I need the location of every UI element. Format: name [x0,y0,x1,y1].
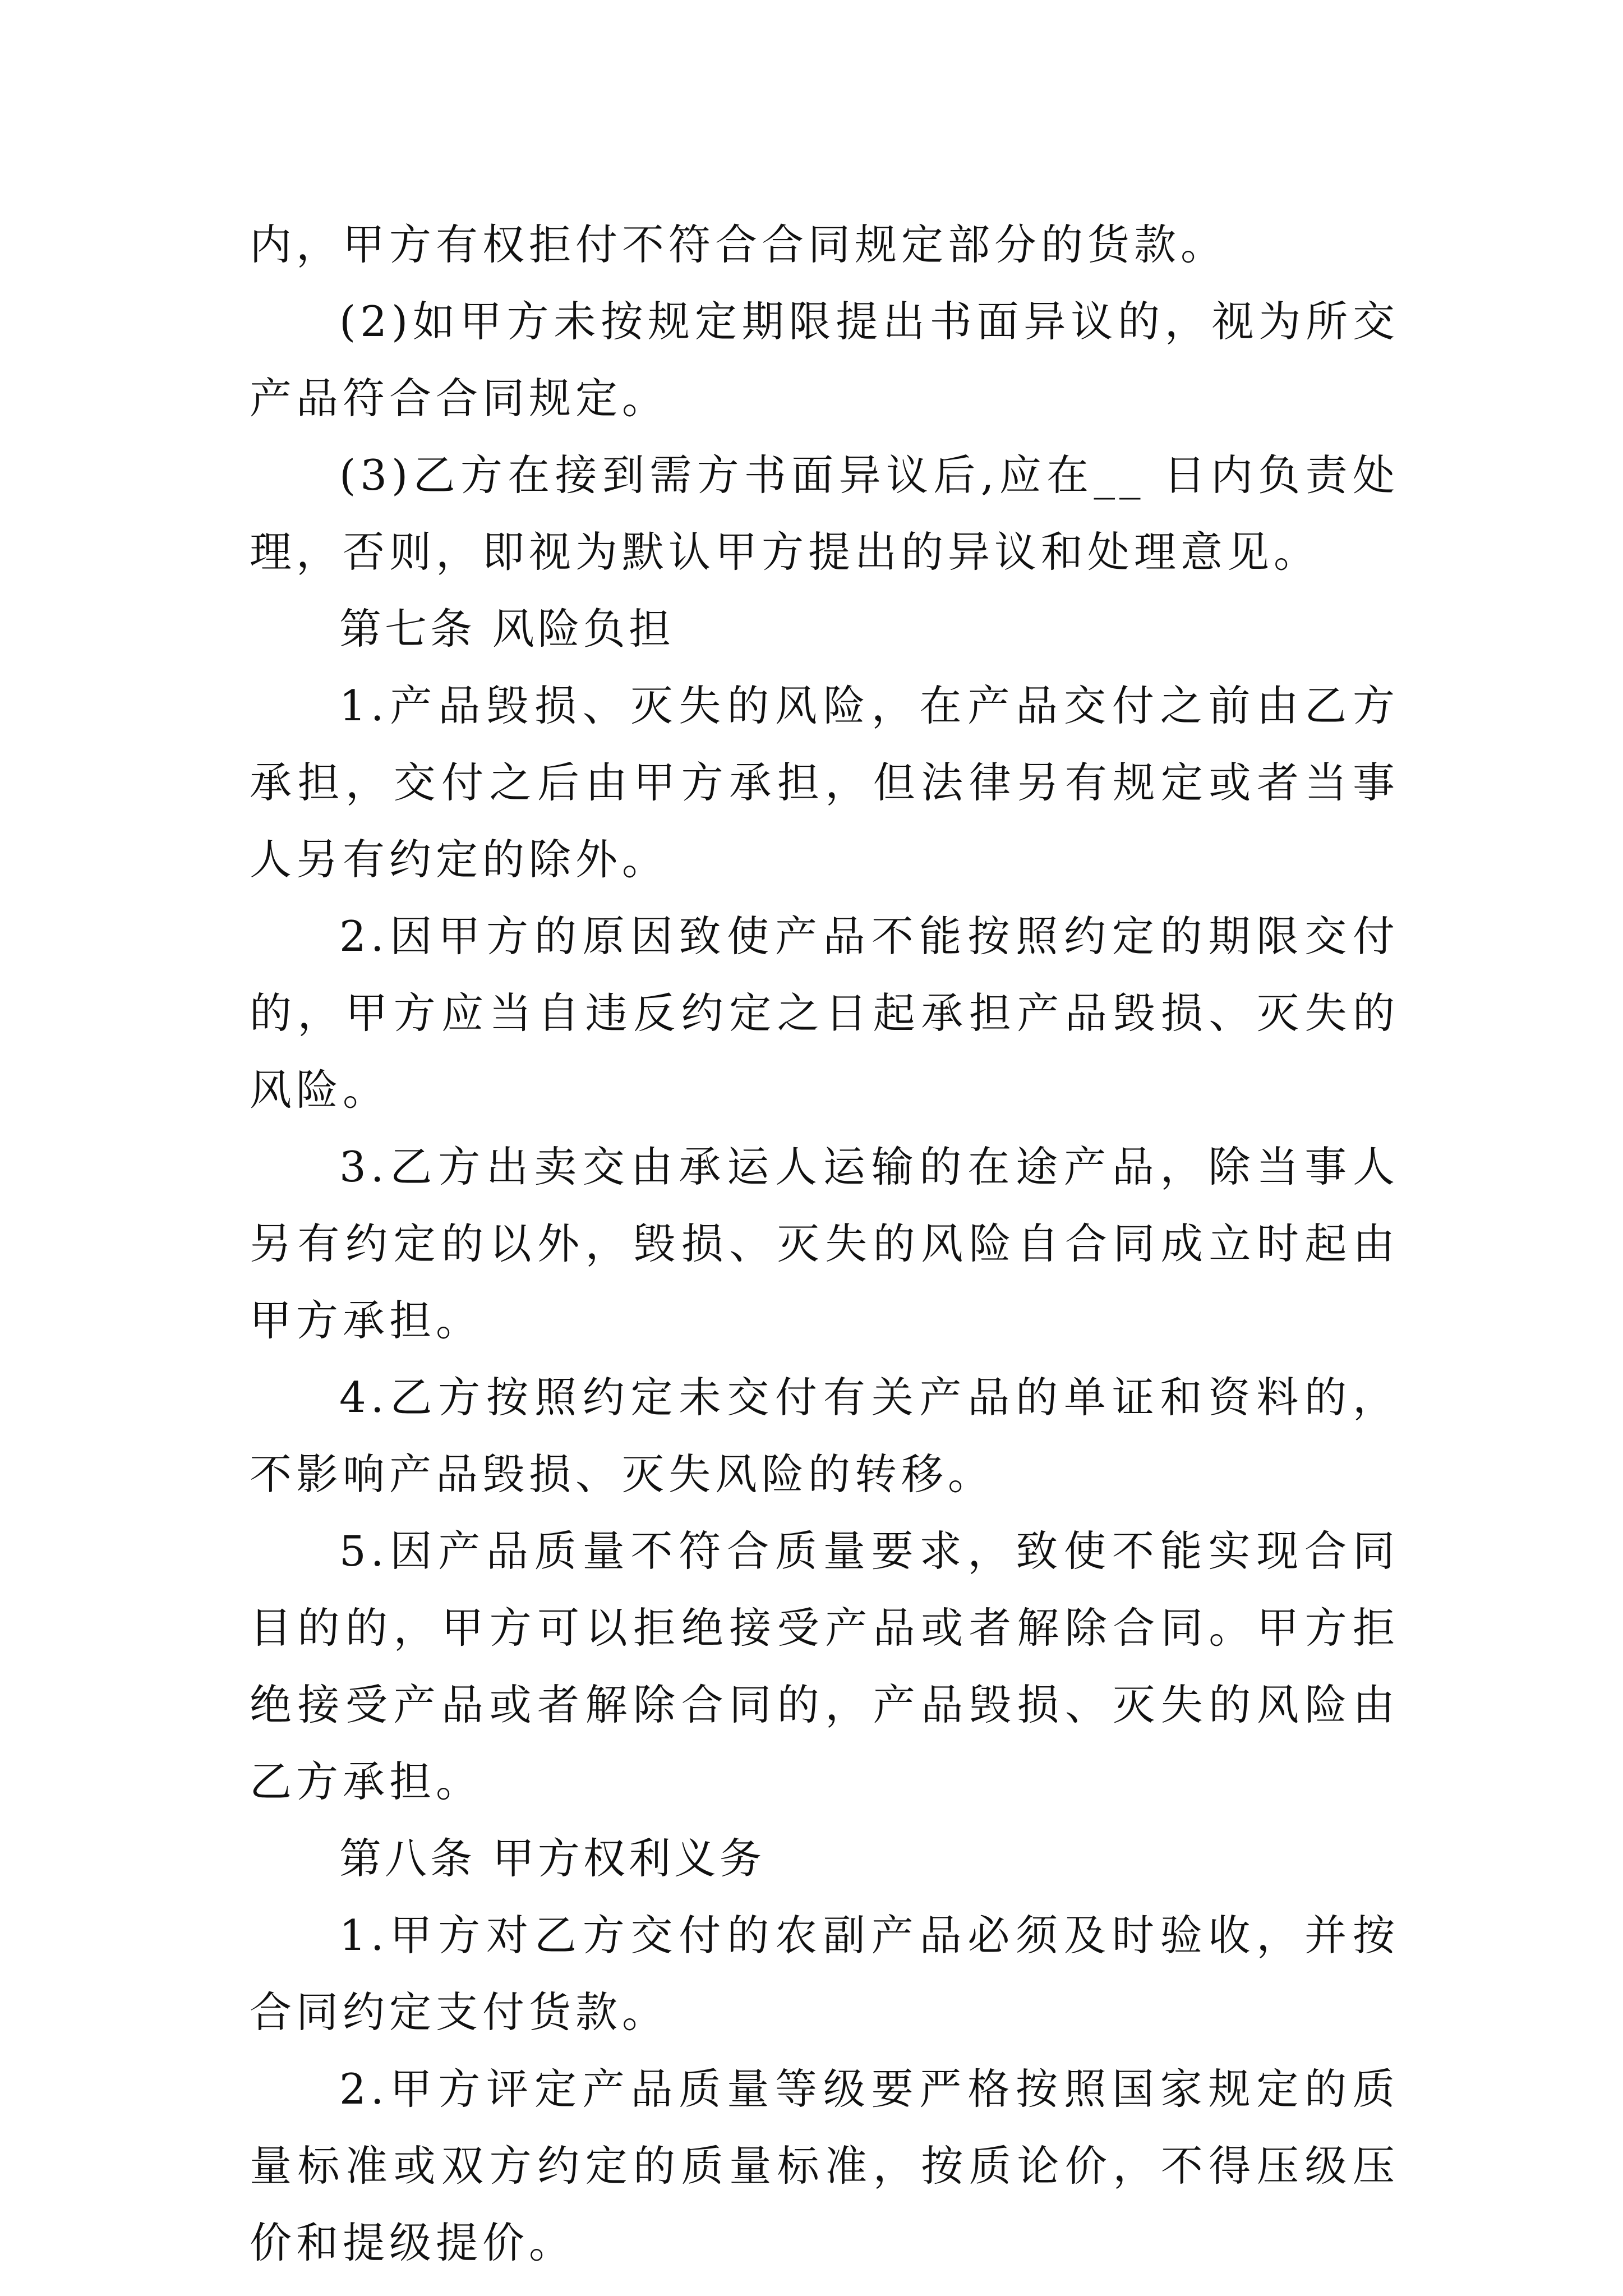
paragraph-continuation: 内，甲方有权拒付不符合合同规定部分的货款。 [250,220,1228,269]
paragraph-party-a-1: 1.甲方对乙方交付的农副产品必须及时验收，并按合同约定支付货款。 [250,1911,1399,2037]
paragraph-risk-3: 3.乙方出卖交由承运人运输的在途产品，除当事人另有约定的以外，毁损、灭失的风险自合同成立时起由甲方承担。 [250,1142,1399,1345]
document-body [250,206,1399,2281]
paragraph-item-3: (3)乙方在接到需方书面异议后,应在__ 日内负责处理，否则，即视为默认甲方提出的异议和处理意见。 [250,450,1399,577]
paragraph-risk-5: 5.因产品质量不符合质量要求，致使不能实现合同目的的，甲方可以拒绝接受产品或者解除合同。甲方拒绝接受产品或者解除合同的，产品毁损、灭失的风险由乙方承担。 [250,1526,1399,1806]
paragraph-risk-4: 4.乙方按照约定未交付有关产品的单证和资料的，不影响产品毁损、灭失风险的转移。 [250,1373,1399,1499]
section-heading-article-8: 第八条 甲方权利义务 [339,1834,765,1883]
paragraph-party-a-2: 2.甲方评定产品质量等级要严格按照国家规定的质量标准或双方约定的质量标准，按质论价，不得压级压价和提级提价。 [250,2064,1399,2267]
paragraph-item-2: (2)如甲方未按规定期限提出书面异议的，视为所交产品符合合同规定。 [250,297,1399,423]
paragraph-risk-2: 2.因甲方的原因致使产品不能按照约定的期限交付的，甲方应当自违反约定之日起承担产品毁损、灭失的风险。 [250,912,1399,1115]
paragraph-risk-1: 1.产品毁损、灭失的风险，在产品交付之前由乙方承担，交付之后由甲方承担，但法律另有规定或者当事人另有约定的除外。 [250,681,1399,884]
section-heading-article-7: 第七条 风险负担 [339,604,674,654]
